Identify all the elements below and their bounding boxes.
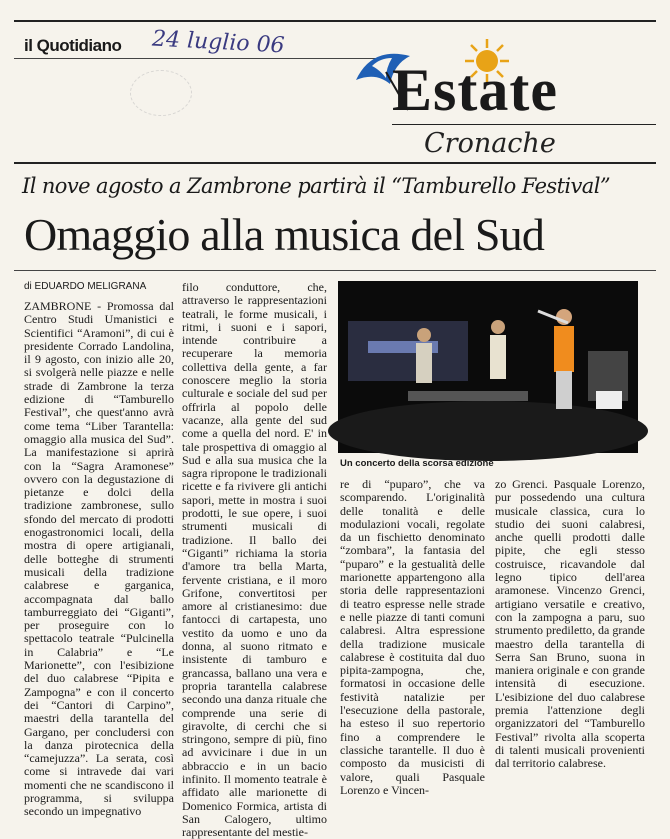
article-column-4: zo Grenci. Pasquale Lorenzo, pur possedendo una cultura musicale classica, cura lo studio dei suoni calabresi, anche quelli prodotti dalle pipite, che egli stesso costruisce, ricavandole dal legno tipico dell'area aramonese. Vincenzo Grenci, artigiano versatile e creativo, con la zampogna a paru, suo strumento prediletto, da grande maestro della tarantella di Serra San Bruno, suona in maniera originale e con grande intensità di esecuzione. L'esibizione del duo calabrese premia l'attenzione degli organizzatori del “Tamburello Festival” rivolta alla scoperta di talenti musicali provenienti dal territorio calabrese. <box>495 477 645 771</box>
article-column-2: filo conduttore, che, attraverso le rappresentazioni teatrali, le forme musicali, i ritmi, i suoni e i sapori, intende contribuire a recuperare la memoria collettiva della gente, a far conoscere meglio la storia culturale e sociale del sud per offrirla al popolo delle vacanze, alla gente del sud come a quella del nord. E' in tale prospettiva di omaggio al Sud e alla sua musica che la sagra ripropone le tradizionali ricette e fa rivivere gli antichi sapori, mette in mostra i suoi prodotti, le sue opere, i suoi strumenti musicali di tradizione. Il ballo dei “Giganti” richiama la storia d'amore tra bella Marta, fervente cristiana, e il moro Grifone, convertitosi per amore al cristianesimo: due fantocci di cartapesta, uno vestito da uomo e uno da donna, al suono ritmato e insistente di tamburo e grancassa, ballano una vera e propria tarantella calabrese secondo una danza rituale che comprende una serie di giravolte, di cerchi che si stringono, sempre di più, fino ad avvicinare i due in un abbraccio e in un bacio infinito. Il momento teatrale è affidato alle marionette di Domenico Formica, artista di San Calogero, ultimo rappresentante del mestie- <box>182 280 327 839</box>
section-rule <box>392 124 656 125</box>
article-byline: di EDUARDO MELIGRANA <box>24 281 147 292</box>
stage-photo <box>338 281 638 453</box>
top-rule <box>14 20 656 22</box>
masthead-rule <box>14 58 384 59</box>
section-bottom-rule <box>14 162 656 164</box>
article-headline: Omaggio alla musica del Sud <box>24 209 545 260</box>
headline-rule <box>14 270 656 271</box>
faded-seal <box>130 70 192 116</box>
handwritten-date: 24 luglio 06 <box>151 26 286 59</box>
article-column-1: ZAMBRONE - Promossa dal Centro Studi Umanistici e Scientifici “Aramoni”, di cui è presidente Corrado Landolina, il 9 agosto, con inizio alle 20, si svolgerà nelle piazze e nelle strade di Zambrone la terza edizione di “Tamburello Festival”, che quest'anno avrà come tema “Liber Tarantella: omaggio alla musica del Sud”. La manifestazione si aprirà con la “Sagra Aramonese” ovvero con la degustazione di pietanze e dolci della tradizione zambronese, sullo sfondo del mercato di prodotti enogastronomici locali, della mostra di opere artigianali, delle botteghe di strumenti musicali della tradizione calabrese e garganica, accompagnata dal ballo tamburreggiato dei “Giganti”, per proseguire con lo spettacolo teatrale “Pulcinella in Calabria” e “Le Marionette”, con l'esibizione del duo calabrese “Pipita e Zampogna” e con il concerto dei “Cantori di Carpino”, maestri della tarantella del Gargano, per concludersi con la danza pirotecnica della “camejuzza”. La serata, così come si intravede dai vari momenti che ne scandiscono il programma, si sviluppa secondo un impegnativo <box>24 299 174 819</box>
article-column-3: re di “puparo”, che va scomparendo. L'originalità delle tonalità e delle modulazioni vocali, regolate da un fischietto denominato “zombara”, la fantasia del “puparo” e la gestualità delle marionette appartengono alla storia delle rappresentazioni di teatro espresse nelle strade e nelle piazze di tanti comuni calabresi. Altra espressione della tradizione musicale calabrese è costituita dal duo pipita-zampogna, che, formatosi in occasione delle festività natalizie per l'esecuzione della pastorale, ha esteso il suo repertorio fino a comprendere le classiche tarantelle. Il duo è composto da musicisti di valore, quali Pasquale Lorenzo e Vincen- <box>340 477 485 797</box>
photo-caption: Un concerto della scorsa edizione <box>340 458 494 469</box>
section-subtitle: Cronache <box>424 128 556 159</box>
section-title: Estate <box>392 57 558 123</box>
article-deck: Il nove agosto a Zambrone partirà il “Tamburello Festival” <box>22 174 610 198</box>
masthead: il Quotidiano <box>24 36 122 55</box>
